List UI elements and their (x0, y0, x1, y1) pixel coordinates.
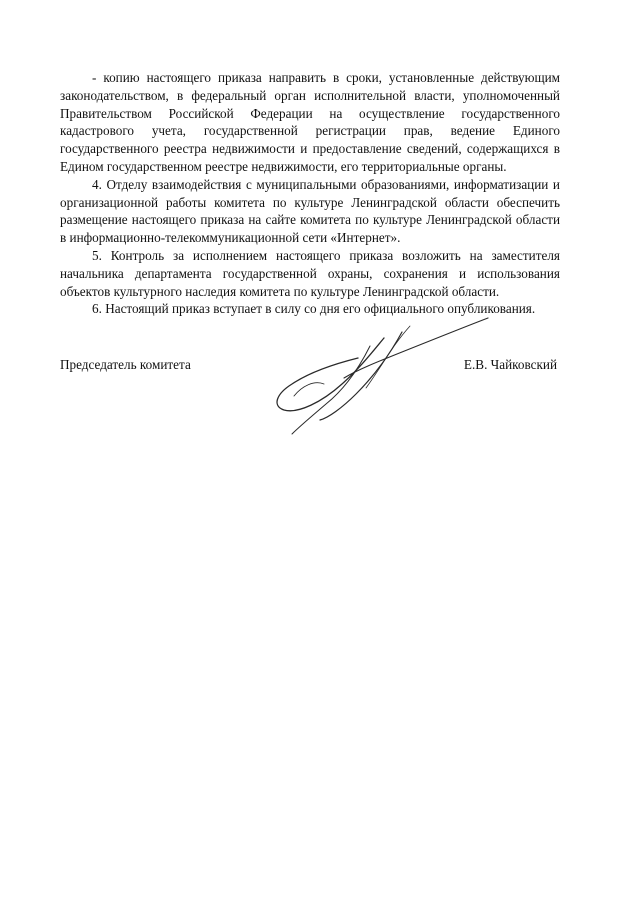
paragraph-cadastral-copy: - копию настоящего приказа направить в сроки, установленные действующим законодательством, в федеральный орган исполнительной власти, уполномоченный Правительством Российской Федерации на осуществление государственного кадастрового учета, государственной регистрации прав, ведение Единого государственного реестра недвижимости и предоставление сведений, содержащихся в Едином государственном реестре недвижимости, его территориальные органы. (60, 70, 560, 174)
signature-row (60, 356, 560, 376)
paragraph-item-5: 5. Контроль за исполнением настоящего приказа возложить на заместителя начальника департамента государственной охраны, сохранения и использования объектов культурного наследия комитета по культуре Ленинградской области. (60, 247, 560, 299)
order-body (60, 69, 560, 318)
signer-position: Председатель комитета (60, 357, 191, 372)
paragraph-item-6: 6. Настоящий приказ вступает в силу со дня его официального опубликования. (92, 301, 536, 317)
paragraph-item-4: 4. Отделу взаимодействия с муниципальными образованиями, информатизации и организационной работы комитета по культуре Ленинградской области обеспечить размещение настоящего приказа на сайте комитета по культуре Ленинградской области в информационно-телекоммуникационной сети «Интернет». (60, 176, 560, 246)
signer-name: Е.В. Чайковский (463, 357, 557, 372)
